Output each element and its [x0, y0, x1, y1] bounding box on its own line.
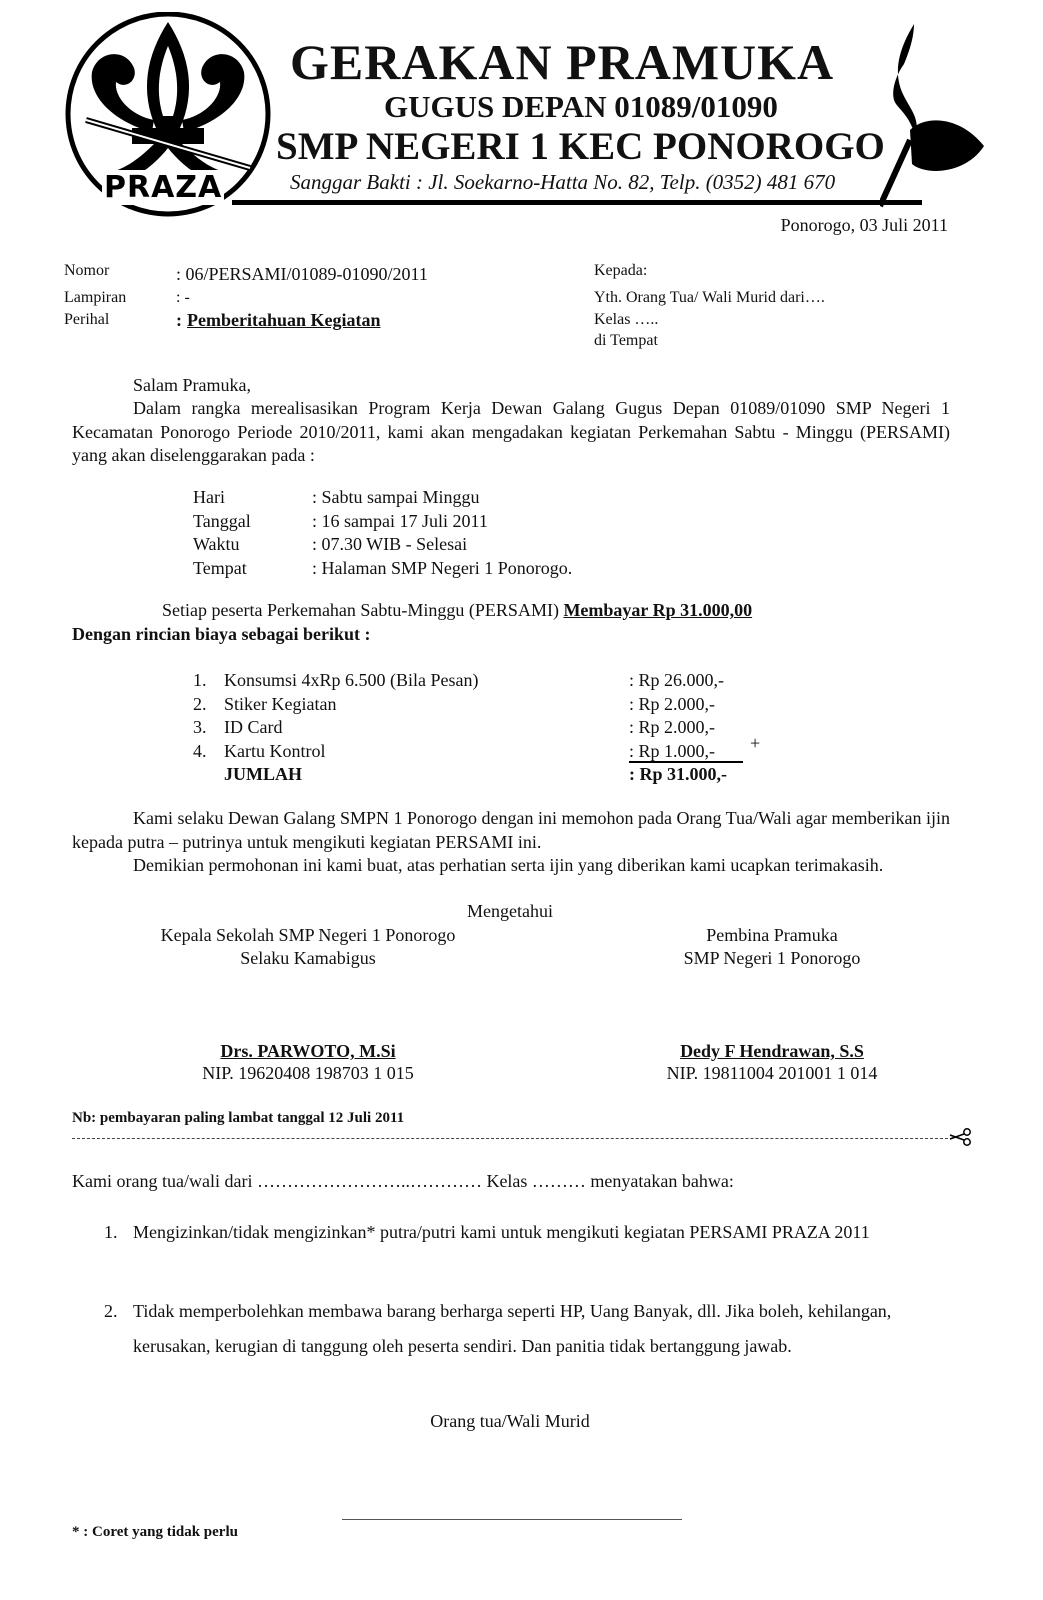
cost-row	[193, 732, 793, 764]
lampiran-label: Lampiran	[64, 289, 127, 306]
header-gugus: GUGUS DEPAN 01089/01090	[384, 89, 778, 124]
perihal-label: Perihal	[64, 311, 110, 328]
total-label: JUMLAH	[224, 764, 302, 784]
header-address: Sanggar Bakti : Jl. Soekarno-Hatta No. 82, Telp. (0352) 481 670	[290, 170, 836, 194]
schedule-label: Tanggal	[193, 510, 251, 531]
recipient-line1: Yth. Orang Tua/ Wali Murid dari….	[594, 289, 825, 306]
intro-paragraph	[72, 397, 950, 468]
cost-item: ID Card	[224, 717, 283, 737]
header-school: SMP NEGERI 1 KEC PONOROGO	[276, 125, 885, 168]
lampiran-value: : -	[176, 289, 190, 306]
slip-item-num: 2.	[104, 1301, 118, 1321]
slip-item	[104, 1215, 924, 1250]
cost-row	[193, 693, 793, 717]
slip-item-num: 1.	[104, 1222, 118, 1242]
left-title-1: Kepala Sekolah SMP Negeri 1 Ponorogo	[160, 925, 456, 945]
recipient-kepada: Kepada:	[594, 262, 648, 279]
right-signer-nip: NIP. 19811004 201001 1 014	[666, 1063, 878, 1083]
scissors-svg	[948, 1126, 972, 1148]
total-amount: : Rp 31.000,-	[629, 764, 727, 784]
slip-item-text: Tidak memperbolehkan membawa barang berharga seperti HP, Uang Banyak, dll. Jika boleh, kehilangan, kerusakan, kerugian di tanggung oleh peserta sendiri. Dan panitia tidak bertanggung jawab.	[133, 1301, 892, 1356]
perihal-value: Pemberitahuan Kegiatan	[187, 310, 381, 330]
scout-lily-logo	[62, 12, 277, 217]
slip-signer: Orang tua/Wali Murid	[430, 1411, 590, 1431]
left-signer-name: Drs. PARWOTO, M.Si	[220, 1041, 396, 1061]
letter-date: Ponorogo, 03 Juli 2011	[780, 215, 948, 235]
schedule-value: : 07.30 WIB - Selesai	[312, 534, 468, 554]
tunas-kelapa-icon	[880, 20, 990, 210]
cost-num: 2.	[193, 693, 207, 714]
right-title-1: Pembina Pramuka	[706, 925, 838, 945]
header-title: GERAKAN PRAMUKA	[290, 34, 835, 90]
cost-row	[193, 669, 793, 693]
cost-item: Konsumsi 4xRp 6.500 (Bila Pesan)	[224, 670, 479, 690]
signature-line	[342, 1519, 682, 1520]
footnote: * : Coret yang tidak perlu	[72, 1524, 238, 1540]
fee-detail-heading: Dengan rincian biaya sebagai berikut :	[72, 624, 371, 644]
nomor-label: Nomor	[64, 262, 110, 279]
slip-item	[104, 1294, 924, 1364]
cost-num: 1.	[193, 670, 207, 690]
plus-sign: +	[750, 732, 761, 753]
schedule-label: Tempat	[193, 557, 247, 578]
cost-amount: : Rp 1.000,-	[629, 740, 716, 761]
mengetahui: Mengetahui	[467, 901, 553, 921]
paragraph-3	[72, 854, 950, 878]
cut-line	[72, 1138, 948, 1139]
tunas-kelapa-svg	[880, 20, 990, 210]
schedule-label: Waktu	[193, 534, 240, 554]
schedule-value: : 16 sampai 17 Juli 2011	[312, 510, 488, 531]
payment-note: Nb: pembayaran paling lambat tanggal 12 Juli 2011	[72, 1110, 405, 1126]
letterhead	[0, 0, 1043, 215]
logo-text: PRAZA	[104, 170, 223, 205]
nomor-value: : 06/PERSAMI/01089-01090/2011	[176, 264, 428, 284]
recipient-line2: Kelas …..	[594, 311, 659, 328]
paragraph-2-text: Kami selaku Dewan Galang SMPN 1 Ponorogo dengan ini memohon pada Orang Tua/Wali agar memberikan ijin kepada putra – putrinya untuk mengikuti kegiatan PERSAMI ini.	[72, 808, 950, 852]
total-row	[193, 763, 793, 787]
perihal-colon: :	[176, 310, 182, 330]
cost-num: 4.	[193, 740, 207, 761]
schedule-value: : Sabtu sampai Minggu	[312, 487, 480, 507]
cost-amount: : Rp 2.000,-	[629, 693, 716, 714]
right-title-2: SMP Negeri 1 Ponorogo	[683, 948, 861, 968]
slip-item-text: Mengizinkan/tidak mengizinkan* putra/putri kami untuk mengikuti kegiatan PERSAMI PRAZA 2011	[133, 1222, 870, 1242]
cost-row	[193, 716, 793, 740]
greeting: Salam Pramuka,	[133, 375, 251, 395]
right-signer-name: Dedy F Hendrawan, S.S	[680, 1041, 864, 1061]
left-title-2: Selaku Kamabigus	[240, 948, 376, 968]
cost-list	[193, 669, 793, 787]
cost-amount: : Rp 2.000,-	[629, 717, 716, 737]
paragraph-2	[72, 807, 950, 854]
slip-statement: Kami orang tua/wali dari ……………………..………… Kelas ……… menyatakan bahwa:	[72, 1171, 734, 1191]
header-rule	[232, 200, 922, 205]
paragraph-3-text: Demikian permohonan ini kami buat, atas perhatian serta ijin yang diberikan kami ucapkan terimakasih.	[133, 855, 884, 875]
fee-line	[162, 599, 752, 622]
cost-num: 3.	[193, 717, 207, 737]
schedule-label: Hari	[193, 487, 225, 507]
intro-text: Dalam rangka merealisasikan Program Kerja Dewan Galang Gugus Depan 01089/01090 SMP Negeri 1 Kecamatan Ponorogo Periode 2010/2011, kami akan mengadakan kegiatan Perkemahan Sabtu - Minggu (PERSAMI) yang akan diselenggarakan pada :	[72, 398, 950, 465]
schedule-value: : Halaman SMP Negeri 1 Ponorogo.	[312, 557, 573, 578]
left-signer-nip: NIP. 19620408 198703 1 015	[202, 1063, 414, 1083]
cost-amount: : Rp 26.000,-	[629, 670, 725, 690]
scissors-icon	[948, 1126, 972, 1148]
fee-amount: Membayar Rp 31.000,00	[563, 600, 753, 620]
cost-item: Stiker Kegiatan	[224, 693, 337, 714]
cost-item: Kartu Kontrol	[224, 740, 326, 761]
recipient-line3: di Tempat	[594, 332, 658, 349]
fee-sentence: Setiap peserta Perkemahan Sabtu-Minggu (PERSAMI)	[162, 600, 559, 620]
